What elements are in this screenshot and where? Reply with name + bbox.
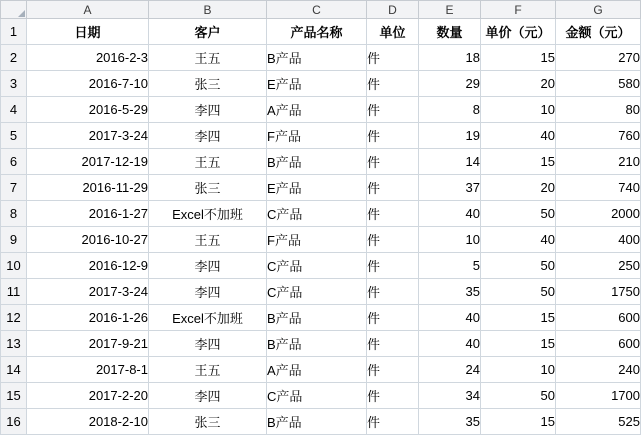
- table-row[interactable]: [1, 357, 641, 383]
- row-header-7[interactable]: 7: [1, 175, 27, 201]
- cell-quantity[interactable]: 18: [419, 45, 481, 71]
- cell-date[interactable]: 2017-8-1: [27, 357, 149, 383]
- column-title-cell[interactable]: 日期: [27, 19, 149, 45]
- cell-price[interactable]: 40: [481, 227, 556, 253]
- cell-date[interactable]: 2016-7-10: [27, 71, 149, 97]
- row-header-1[interactable]: 1: [1, 19, 27, 45]
- column-header-f[interactable]: F: [481, 1, 556, 19]
- cell-unit[interactable]: 件: [367, 149, 419, 175]
- cell-product[interactable]: B产品: [267, 331, 367, 357]
- cell-amount[interactable]: 270: [556, 45, 641, 71]
- cell-customer[interactable]: Excel不加班: [149, 305, 267, 331]
- cell-customer[interactable]: 张三: [149, 71, 267, 97]
- cell-quantity[interactable]: 40: [419, 201, 481, 227]
- cell-unit[interactable]: 件: [367, 383, 419, 409]
- cell-quantity[interactable]: 24: [419, 357, 481, 383]
- cell-quantity[interactable]: 37: [419, 175, 481, 201]
- cell-amount[interactable]: 740: [556, 175, 641, 201]
- cell-quantity[interactable]: 40: [419, 331, 481, 357]
- column-header-row: [1, 1, 641, 19]
- cell-quantity[interactable]: 19: [419, 123, 481, 149]
- table-row[interactable]: [1, 123, 641, 149]
- cell-customer[interactable]: 李四: [149, 123, 267, 149]
- cell-amount[interactable]: 1750: [556, 279, 641, 305]
- cell-customer[interactable]: 王五: [149, 357, 267, 383]
- cell-amount[interactable]: 250: [556, 253, 641, 279]
- column-header-a[interactable]: A: [27, 1, 149, 19]
- cell-date[interactable]: 2016-1-27: [27, 201, 149, 227]
- cell-price[interactable]: 10: [481, 97, 556, 123]
- row-header-14[interactable]: 14: [1, 357, 27, 383]
- table-row[interactable]: [1, 227, 641, 253]
- row-header-4[interactable]: 4: [1, 97, 27, 123]
- cell-quantity[interactable]: 14: [419, 149, 481, 175]
- column-header-d[interactable]: D: [367, 1, 419, 19]
- table-row[interactable]: [1, 97, 641, 123]
- cell-date[interactable]: 2017-3-24: [27, 279, 149, 305]
- cell-date[interactable]: 2016-5-29: [27, 97, 149, 123]
- cell-customer[interactable]: 李四: [149, 253, 267, 279]
- row-header-6[interactable]: 6: [1, 149, 27, 175]
- cell-price[interactable]: 15: [481, 149, 556, 175]
- row-header-2[interactable]: 2: [1, 45, 27, 71]
- cell-price[interactable]: 15: [481, 305, 556, 331]
- cell-date[interactable]: 2018-2-10: [27, 409, 149, 435]
- cell-product[interactable]: F产品: [267, 227, 367, 253]
- cell-amount[interactable]: 580: [556, 71, 641, 97]
- cell-amount[interactable]: 240: [556, 357, 641, 383]
- cell-date[interactable]: 2017-3-24: [27, 123, 149, 149]
- cell-amount[interactable]: 760: [556, 123, 641, 149]
- column-title-cell[interactable]: 客户: [149, 19, 267, 45]
- cell-amount[interactable]: 600: [556, 305, 641, 331]
- cell-date[interactable]: 2016-12-9: [27, 253, 149, 279]
- cell-product[interactable]: B产品: [267, 409, 367, 435]
- cell-unit[interactable]: 件: [367, 279, 419, 305]
- row-header-5[interactable]: 5: [1, 123, 27, 149]
- row-header-16[interactable]: 16: [1, 409, 27, 435]
- column-title-cell[interactable]: 数量: [419, 19, 481, 45]
- cell-price[interactable]: 50: [481, 201, 556, 227]
- column-title-cell[interactable]: 单位: [367, 19, 419, 45]
- cell-unit[interactable]: 件: [367, 71, 419, 97]
- column-header-b[interactable]: B: [149, 1, 267, 19]
- cell-unit[interactable]: 件: [367, 305, 419, 331]
- cell-price[interactable]: 10: [481, 357, 556, 383]
- cell-customer[interactable]: Excel不加班: [149, 201, 267, 227]
- cell-product[interactable]: B产品: [267, 45, 367, 71]
- cell-product[interactable]: C产品: [267, 279, 367, 305]
- table-row[interactable]: [1, 253, 641, 279]
- cell-price[interactable]: 15: [481, 331, 556, 357]
- row-header-3[interactable]: 3: [1, 71, 27, 97]
- cell-unit[interactable]: 件: [367, 175, 419, 201]
- table-row[interactable]: [1, 45, 641, 71]
- cell-quantity[interactable]: 29: [419, 71, 481, 97]
- cell-price[interactable]: 20: [481, 175, 556, 201]
- table-row[interactable]: [1, 175, 641, 201]
- cell-customer[interactable]: 王五: [149, 149, 267, 175]
- cell-date[interactable]: 2017-2-20: [27, 383, 149, 409]
- cell-quantity[interactable]: 10: [419, 227, 481, 253]
- cell-date[interactable]: 2016-11-29: [27, 175, 149, 201]
- row-header-12[interactable]: 12: [1, 305, 27, 331]
- column-title-cell[interactable]: 产品名称: [267, 19, 367, 45]
- cell-amount[interactable]: 600: [556, 331, 641, 357]
- cell-date[interactable]: 2017-9-21: [27, 331, 149, 357]
- row-header-10[interactable]: 10: [1, 253, 27, 279]
- cell-price[interactable]: 50: [481, 279, 556, 305]
- cell-product[interactable]: A产品: [267, 357, 367, 383]
- cell-product[interactable]: C产品: [267, 201, 367, 227]
- table-row[interactable]: [1, 71, 641, 97]
- cell-product[interactable]: B产品: [267, 305, 367, 331]
- column-header-c[interactable]: C: [267, 1, 367, 19]
- cell-date[interactable]: 2016-2-3: [27, 45, 149, 71]
- row-header-13[interactable]: 13: [1, 331, 27, 357]
- cell-quantity[interactable]: 34: [419, 383, 481, 409]
- table-row[interactable]: [1, 383, 641, 409]
- cell-unit[interactable]: 件: [367, 409, 419, 435]
- row-header-11[interactable]: 11: [1, 279, 27, 305]
- select-all-corner-icon[interactable]: [1, 1, 27, 19]
- cell-amount[interactable]: 1700: [556, 383, 641, 409]
- cell-customer[interactable]: 李四: [149, 383, 267, 409]
- table-row[interactable]: [1, 409, 641, 435]
- cell-customer[interactable]: 李四: [149, 331, 267, 357]
- cell-customer[interactable]: 张三: [149, 409, 267, 435]
- cell-unit[interactable]: 件: [367, 331, 419, 357]
- cell-date[interactable]: 2016-10-27: [27, 227, 149, 253]
- table-row[interactable]: [1, 331, 641, 357]
- cell-customer[interactable]: 李四: [149, 279, 267, 305]
- cell-customer[interactable]: 张三: [149, 175, 267, 201]
- corner-triangle-icon: [18, 10, 25, 17]
- cell-quantity[interactable]: 5: [419, 253, 481, 279]
- cell-quantity[interactable]: 8: [419, 97, 481, 123]
- cell-amount[interactable]: 2000: [556, 201, 641, 227]
- cell-unit[interactable]: 件: [367, 253, 419, 279]
- cell-product[interactable]: C产品: [267, 253, 367, 279]
- table-row[interactable]: [1, 279, 641, 305]
- cell-price[interactable]: 50: [481, 253, 556, 279]
- cell-quantity[interactable]: 35: [419, 279, 481, 305]
- cell-price[interactable]: 15: [481, 409, 556, 435]
- table-header-row: [1, 19, 641, 45]
- cell-unit[interactable]: 件: [367, 227, 419, 253]
- cell-price[interactable]: 40: [481, 123, 556, 149]
- cell-amount[interactable]: 400: [556, 227, 641, 253]
- cell-price[interactable]: 50: [481, 383, 556, 409]
- table-row[interactable]: [1, 305, 641, 331]
- cell-price[interactable]: 20: [481, 71, 556, 97]
- cell-price[interactable]: 15: [481, 45, 556, 71]
- cell-customer[interactable]: 王五: [149, 227, 267, 253]
- table-row[interactable]: [1, 201, 641, 227]
- row-header-9[interactable]: 9: [1, 227, 27, 253]
- cell-product[interactable]: A产品: [267, 97, 367, 123]
- cell-product[interactable]: E产品: [267, 71, 367, 97]
- cell-product[interactable]: E产品: [267, 175, 367, 201]
- cell-quantity[interactable]: 35: [419, 409, 481, 435]
- cell-customer[interactable]: 王五: [149, 45, 267, 71]
- column-title-cell[interactable]: 单价（元）: [481, 19, 556, 45]
- row-header-8[interactable]: 8: [1, 201, 27, 227]
- cell-amount[interactable]: 210: [556, 149, 641, 175]
- table-row[interactable]: [1, 149, 641, 175]
- cell-customer[interactable]: 李四: [149, 97, 267, 123]
- row-header-15[interactable]: 15: [1, 383, 27, 409]
- column-header-e[interactable]: E: [419, 1, 481, 19]
- cell-unit[interactable]: 件: [367, 45, 419, 71]
- column-title-cell[interactable]: 金额（元）: [556, 19, 641, 45]
- cell-unit[interactable]: 件: [367, 201, 419, 227]
- cell-amount[interactable]: 525: [556, 409, 641, 435]
- cell-quantity[interactable]: 40: [419, 305, 481, 331]
- cell-product[interactable]: B产品: [267, 149, 367, 175]
- cell-unit[interactable]: 件: [367, 357, 419, 383]
- cell-product[interactable]: F产品: [267, 123, 367, 149]
- cell-unit[interactable]: 件: [367, 97, 419, 123]
- cell-date[interactable]: 2016-1-26: [27, 305, 149, 331]
- cell-amount[interactable]: 80: [556, 97, 641, 123]
- cell-unit[interactable]: 件: [367, 123, 419, 149]
- cell-product[interactable]: C产品: [267, 383, 367, 409]
- column-header-g[interactable]: G: [556, 1, 641, 19]
- cell-date[interactable]: 2017-12-19: [27, 149, 149, 175]
